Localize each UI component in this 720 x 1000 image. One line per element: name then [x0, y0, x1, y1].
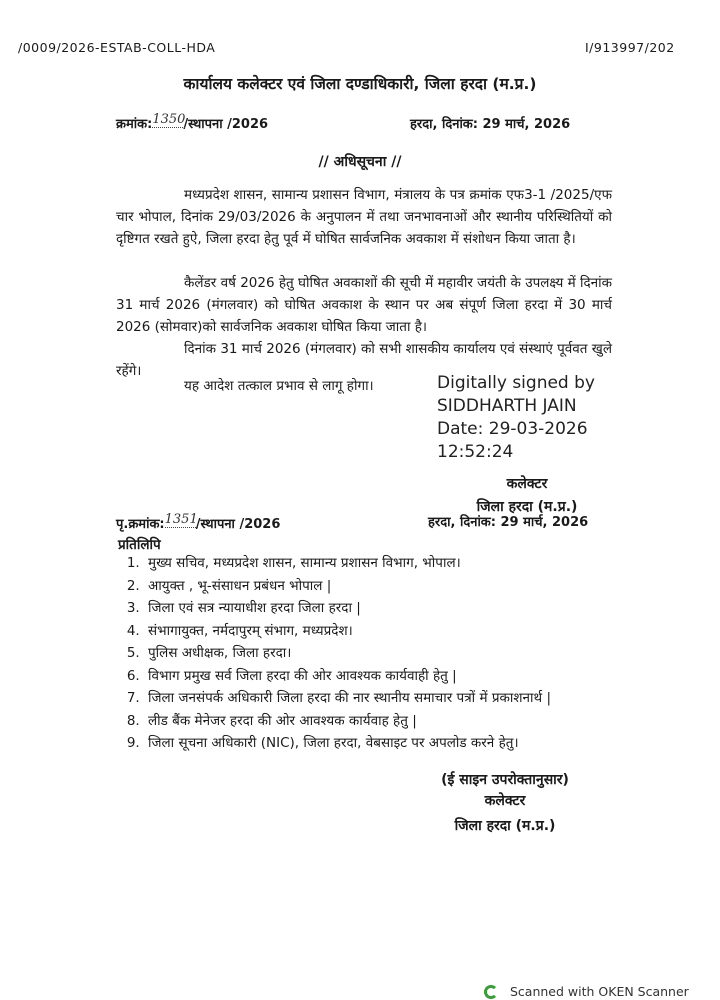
list-item: 3. जिला एवं सत्र न्यायाधीश हरदा जिला हरदा | [144, 597, 656, 620]
office-title: कार्यालय कलेक्टर एवं जिला दण्डाधिकारी, जिला हरदा (म.प्र.) [183, 75, 537, 93]
signer-block-2 [410, 770, 600, 835]
list-item: 5. पुलिस अधीक्षक, जिला हरदा। [144, 642, 656, 665]
signer-block-1 [452, 474, 602, 516]
signer-designation: कलेक्टर [506, 476, 548, 492]
digital-signature-line-3: Date: 29-03-2026 [437, 419, 588, 439]
scanner-logo-icon [484, 985, 498, 999]
endorsement-number-label: पृ.क्रमांक: [116, 517, 165, 532]
digital-signature-line-1: Digitally signed by [437, 373, 595, 393]
endorsement-number-suffix: /स्थापना /2026 [195, 517, 281, 532]
file-number-right: I/913997/202 [585, 40, 675, 55]
paragraph-3: दिनांक 31 मार्च 2026 (मंगलवार) को सभी शासकीय कार्यालय एवं संस्थाएं पूर्ववत खुले रहेंगे। [116, 341, 612, 379]
endorsement-number [116, 514, 280, 532]
digital-signature [437, 372, 637, 464]
handwritten-order-number: 1350 [152, 112, 186, 127]
paragraph-4: यह आदेश तत्काल प्रभाव से लागू होगा। [184, 378, 374, 394]
list-item: 7. जिला जनसंपर्क अधिकारी जिला हरदा की नार स्थानीय समाचार पत्रों में प्रकाशनार्थ | [144, 687, 656, 710]
list-item: 4. संभागायुक्त, नर्मदापुरम् संभाग, मध्यप्रदेश। [144, 620, 656, 643]
list-item: 6. विभाग प्रमुख सर्व जिला हरदा की ओर आवश्यक कार्यवाही हेतु | [144, 665, 656, 688]
file-number: /0009/2026-ESTAB-COLL-HDA [18, 40, 216, 55]
order-number-label: क्रमांक: [116, 117, 153, 132]
esign-note: (ई साइन उपरोक्तानुसार) [441, 772, 569, 788]
copy-list [118, 552, 656, 755]
order-date: हरदा, दिनांक: 29 मार्च, 2026 [410, 117, 571, 132]
handwritten-endorsement-number: 1351 [164, 512, 198, 527]
endorsement-date: हरदा, दिनांक: 29 मार्च, 2026 [428, 515, 589, 530]
signer2-district: जिला हरदा (म.प्र.) [454, 818, 556, 834]
paragraph-1: मध्यप्रदेश शासन, सामान्य प्रशासन विभाग, मंत्रालय के पत्र क्रमांक एफ3-1 /2025/एफ चार भोपाल, दिनांक 29/03/2026 के अनुपालन में तथा जनभावनाओं और स्थानीय परिस्थितियों को दृष्टिगत रखते हुऐ, जिला हरदा हेतु पूर्व में घोषित सार्वजनिक अवकाश में संशोधन किया जाता है। [116, 187, 612, 247]
paragraph-2: कैलेंडर वर्ष 2026 हेतु घोषित अवकाशों की सूची में महावीर जयंती के उपलक्ष्य में दिनांक 31 मार्च 2026 (मंगलवार) को घोषित अवकाश के स्थान पर अब संपूर्ण जिला हरदा में 30 मार्च 2026 (सोमवार)को सार्वजनिक अवकाश घोषित किया जाता है। [116, 275, 612, 335]
signer2-designation: कलेक्टर [484, 793, 526, 809]
signer-district: जिला हरदा (म.प्र.) [476, 499, 578, 515]
order-number-suffix: /स्थापना /2026 [183, 117, 269, 132]
copy-heading: प्रतिलिपि [118, 537, 161, 553]
list-item: 1. मुख्य सचिव, मध्यप्रदेश शासन, सामान्य प्रशासन विभाग, भोपाल। [144, 552, 656, 575]
list-item: 9. जिला सूचना अधिकारी (NIC), जिला हरदा, वेबसाइट पर अपलोड करने हेतु। [144, 732, 656, 755]
scanner-footer-text: Scanned with OKEN Scanner [510, 984, 689, 999]
scanner-footer [484, 984, 689, 999]
order-number [116, 114, 268, 132]
digital-signature-line-4: 12:52:24 [437, 442, 514, 462]
list-item: 2. आयुक्त , भू-संसाधन प्रबंधन भोपाल | [144, 575, 656, 598]
list-item: 8. लीड बैंक मेनेजर हरदा की ओर आवश्यक कार्यवाह हेतु | [144, 710, 656, 733]
digital-signature-line-2: SIDDHARTH JAIN [437, 396, 577, 416]
notification-title: // अधिसूचना // [318, 154, 402, 170]
